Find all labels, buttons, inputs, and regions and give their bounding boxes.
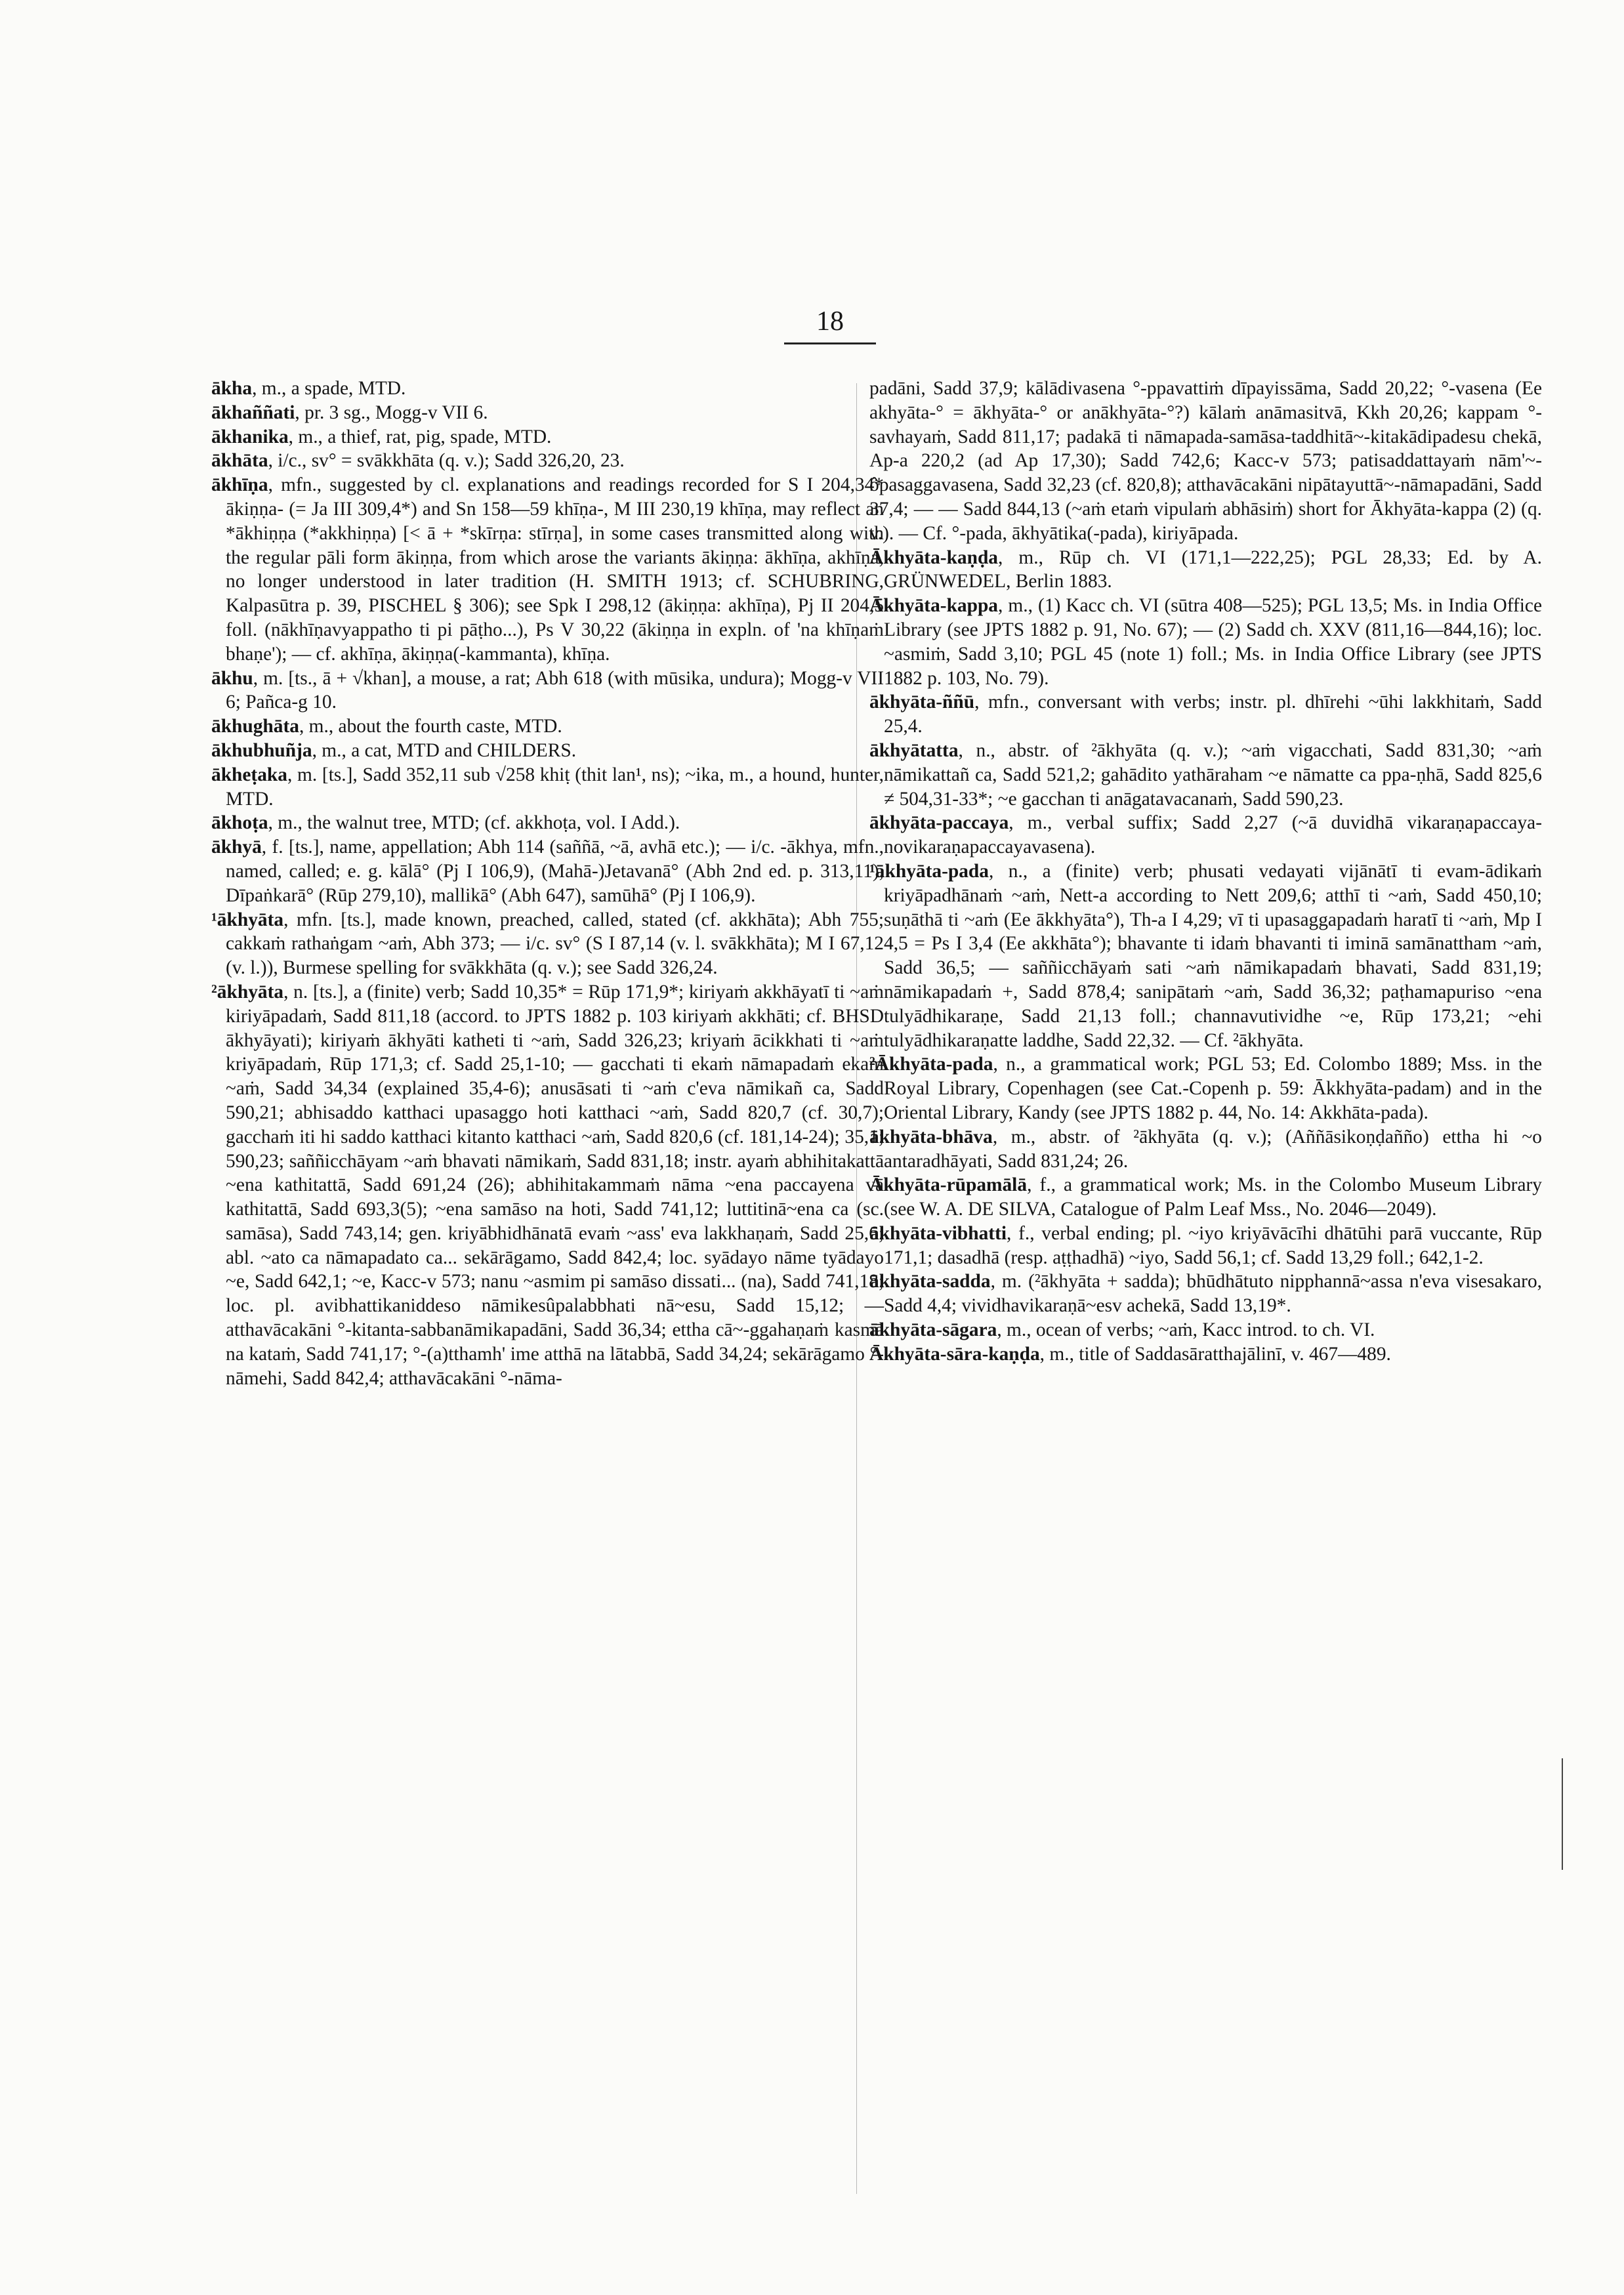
dictionary-entry — [869, 546, 1542, 594]
right-column — [869, 377, 1542, 1367]
entry-text: , m. [ts., ā + √khan], a mouse, a rat; Abh 618 (with mūsika, undura); Mogg-v VII 6; Pañca-g 10. — [226, 667, 884, 713]
entry-text: , m., about the fourth caste, MTD. — [299, 716, 562, 737]
entry-text: padāni, Sadd 37,9; kālādivasena °-ppavattiṁ dīpayissāma, Sadd 20,22; °-vasena (Ee akhyāta-° = ākhyāta-° or anākhyāta-°?) kālaṁ anāmasitvā, Kkh 20,26; kappam °-savhayaṁ, Sadd 811,17; padakā ti nāmapada-samāsa-taddhitā~-kitakādipadesu chekā, Ap-a 220,2 (ad Ap 17,30); Sadd 742,6; Kacc-v 573; patisaddattayaṁ nām'~-ôpasaggavasena, Sadd 32,23 (cf. 820,8); atthavācakāni nipātayuttā~-nāmapadāni, Sadd 37,4; — — Sadd 844,13 (~aṁ etaṁ vipulaṁ abhāsiṁ) short for Ākhyāta-kappa (2) (q. v.). — Cf. °-pada, ākhyātika(-pada), kiriyāpada. — [869, 378, 1542, 544]
entry-headword: ¹ākhyāta — [211, 909, 284, 930]
dictionary-entry — [211, 425, 884, 449]
entry-text: , mfn. [ts.], made known, preached, called, stated (cf. akkhāta); Abh 755; cakkaṁ rathaṅgam ~aṁ, Abh 373; — i/c. sv° (S I 87,14 (v. l. svākkhāta); M I 67,12 (v. l.)), Burmese spelling for svākkhāta (q. v.); see Sadd 326,24. — [226, 909, 884, 979]
entry-headword: ākhubhuñja — [211, 739, 312, 761]
dictionary-entry — [211, 449, 884, 473]
entry-text: , m., a spade, MTD. — [252, 378, 406, 399]
entry-headword: ākhaññati — [211, 402, 295, 423]
dictionary-entry — [869, 1052, 1542, 1125]
dictionary-entry — [211, 811, 884, 835]
dictionary-entry — [211, 714, 884, 739]
entry-headword: ¹ākhyāta-pada — [869, 860, 989, 882]
entry-headword: ākhyāta-vibhatti — [869, 1222, 1007, 1244]
entry-text: , m., verbal suffix; Sadd 2,27 (~ā duvidhā vikaraṇapaccaya-novikaraṇapaccayavasena). — [884, 812, 1542, 858]
entry-text: , n., abstr. of ²ākhyāta (q. v.); ~aṁ vigacchati, Sadd 831,30; ~aṁ nāmikattañ ca, Sadd 521,2; gahādito yathāraham ~e nāmatte ca ppa-ṇhā, Sadd 825,6 ≠ 504,31-33*; ~e gacchan ti anāgatavacanaṁ, Sadd 590,23. — [884, 739, 1542, 810]
dictionary-entry — [211, 739, 884, 763]
entry-headword: ²Ākhyāta-pada — [869, 1054, 993, 1075]
entry-text: , f., verbal ending; pl. ~iyo kriyāvācīhi dhātūhi parā vuccante, Rūp 171,1; dasadhā (resp. aṭṭhadhā) ~iyo, Sadd 56,1; cf. Sadd 13,29 foll.; 642,1-2. — [884, 1222, 1542, 1268]
dictionary-entry — [869, 594, 1542, 690]
dictionary-entry — [211, 667, 884, 715]
dictionary-entry — [869, 859, 1542, 1052]
entry-headword: ākhughāta — [211, 716, 299, 737]
entry-headword: Ākhyāta-rūpamālā — [869, 1174, 1028, 1196]
entry-headword: ākhyāta-ññū — [869, 692, 975, 713]
entry-text: , n., a grammatical work; PGL 53; Ed. Colombo 1889; Mss. in the Royal Library, Copenhagen (see Cat.-Copenh p. 59: Ākkhyāta-padam) and in the Oriental Library, Kandy (see JPTS 1882 p. 44, No. 14: Akkhāta-pada). — [884, 1054, 1542, 1123]
dictionary-entry — [869, 377, 1542, 546]
dictionary-entry — [869, 811, 1542, 859]
entry-headword: ākhīṇa — [211, 474, 268, 496]
entry-headword: ākhyāta-sāgara — [869, 1319, 997, 1341]
entry-text: , m. [ts.], Sadd 352,11 sub √258 khiṭ (thit lan¹, ns); ~ika, m., a hound, hunter, MTD. — [226, 764, 884, 810]
dictionary-entry — [869, 1222, 1542, 1270]
entry-headword: ākhyā — [211, 837, 262, 858]
entry-headword: ākhyātatta — [869, 739, 959, 761]
dictionary-entry — [869, 1270, 1542, 1318]
entry-text: , m., a cat, MTD and CHILDERS. — [312, 739, 577, 761]
entry-text: , m., the walnut tree, MTD; (cf. akkhoṭa, vol. I Add.). — [268, 812, 680, 834]
entry-headword: Ākhyāta-sāra-kaṇḍa — [869, 1343, 1040, 1365]
dictionary-entry — [211, 980, 884, 1391]
entry-text: , f., a grammatical work; Ms. in the Colombo Museum Library (see W. A. DE SILVA, Catalogue of Palm Leaf Mss., No. 2046—2049). — [884, 1174, 1542, 1220]
entry-headword: ākhāta — [211, 450, 268, 472]
entry-text: , m., (1) Kacc ch. VI (sūtra 408—525); PGL 13,5; Ms. in India Office Library (see JPTS 1882 p. 91, No. 67); — (2) Sadd ch. XXV (811,16—844,16); loc. ~asmiṁ, Sadd 3,10; PGL 45 (note 1) foll.; Ms. in India Office Library (see JPTS 1882 p. 103, No. 79). — [884, 595, 1542, 689]
dictionary-entry — [869, 690, 1542, 739]
entry-headword: Ākhyāta-kappa — [869, 595, 999, 617]
entry-text: , m., title of Saddasāratthajālinī, v. 467—489. — [1039, 1343, 1391, 1365]
dictionary-entry — [869, 739, 1542, 811]
entry-text: , f. [ts.], name, appellation; Abh 114 (saññā, ~ā, avhā etc.); — i/c. -ākhya, mfn., named, called; e. g. kālā° (Pj I 106,9), (Mahā-)Jetavanā° (Abh 2nd ed. p. 313,11), Dīpaṅkarā° (Rūp 279,10), mallikā° (Abh 647), samūhā° (Pj I 106,9). — [226, 837, 884, 906]
dictionary-entry — [211, 835, 884, 907]
entry-headword: ākhyāta-paccaya — [869, 812, 1009, 834]
entry-headword: ākhanika — [211, 426, 289, 447]
entry-headword: ²ākhyāta — [211, 981, 284, 1003]
dictionary-entry — [211, 763, 884, 812]
entry-text: , i/c., sv° = svākkhāta (q. v.); Sadd 326,20, 23. — [268, 450, 625, 472]
entry-headword: ākheṭaka — [211, 764, 287, 785]
left-column — [211, 377, 884, 1390]
entry-headword: Ākhyāta-kaṇḍa — [869, 547, 999, 568]
entry-text: , m. (²ākhyāta + sadda); bhūdhātuto nipphannā~assa n'eva visesakaro, Sadd 4,4; vividhavikaraṇā~esv achekā, Sadd 13,19*. — [884, 1271, 1542, 1317]
entry-text: , m., a thief, rat, pig, spade, MTD. — [288, 426, 552, 447]
dictionary-entry — [869, 1173, 1542, 1222]
entry-text: , m., Rūp ch. VI (171,1—222,25); PGL 28,33; Ed. by A. GRÜNWEDEL, Berlin 1883. — [884, 547, 1542, 592]
dictionary-entry — [869, 1342, 1542, 1367]
dictionary-entry — [211, 473, 884, 666]
entry-text: , m., ocean of verbs; ~aṁ, Kacc introd. to ch. VI. — [997, 1319, 1375, 1341]
dictionary-entry — [211, 401, 884, 425]
entry-text: , mfn., suggested by cl. explanations and readings recorded for S I 204,34* ākiṇṇa- (= Ja III 309,4*) and Sn 158—59 khīṇa-, M III 230,19 khīṇa, may reflect an *ākhiṇṇa (*akkhiṇṇa) [< ā + *skīrṇa: stīrṇa], in some cases transmitted along with the regular pāli form ākiṇṇa, from which arose the variants ākiṇṇa: ākhīṇa, akhīṇa, no longer understood in later tradition (H. SMITH 1913; cf. SCHUBRING, Kalpasūtra p. 39, PISCHEL § 306); see Spk I 298,12 (ākiṇṇa: akhīṇa), Pj II 204,5 foll. (nākhīṇavyappatho ti pi pāṭho...), Ps V 30,22 (ākiṇṇa in expln. of 'na khīṇaṁ bhaṇe'); — cf. akhīṇa, ākiṇṇa(-kammanta), khīṇa. — [226, 474, 884, 665]
entry-text: , n., a (finite) verb; phusati vedayati vijānātī ti evam-ādikaṁ kriyāpadhānaṁ ~aṁ, Nett-a according to Nett 209,6; atthī ti ~aṁ, Sadd 450,10; suṇāthā ti ~aṁ (Ee ākkhyāta°), Th-a I 4,29; vī ti upasaggapadaṁ haratī ti ~aṁ, Mp I 4,5 = Ps I 3,4 (Ee akkhāta°); bhavante ti idaṁ bhavanti ti iminā samānattham ~aṁ, Sadd 36,5; — saññicchāyaṁ sati ~aṁ nāmikapadaṁ bhavati, Sadd 831,19; nāmikapadaṁ +, Sadd 878,4; sanipātaṁ ~aṁ, Sadd 36,32; paṭhamapuriso ~ena tulyādhikaraṇe, Sadd 21,13 foll.; channavutividhe ~e, Rūp 173,21; ~ehi tulyādhikaraṇatte laddhe, Sadd 22,32. — Cf. ²ākhyāta. — [884, 860, 1542, 1051]
dictionary-entry — [869, 1318, 1542, 1342]
dictionary-entry — [211, 908, 884, 980]
dictionary-entry — [869, 1125, 1542, 1174]
entry-text: , mfn., conversant with verbs; instr. pl. dhīrehi ~ūhi lakkhitaṁ, Sadd 25,4. — [884, 692, 1542, 737]
margin-mark — [1562, 1758, 1563, 1870]
entry-headword: ākhu — [211, 667, 253, 689]
entry-headword: ākhyāta-sadda — [869, 1271, 991, 1292]
dictionary-entry — [211, 377, 884, 401]
entry-text: , n. [ts.], a (finite) verb; Sadd 10,35* = Rūp 171,9*; kiriyaṁ akkhāyatī ti ~aṁ kiriyāpadaṁ, Sadd 811,18 (accord. to JPTS 1882 p. 103 kiriyaṁ akkhāti; cf. BHSD ākhyāyati); kiriyaṁ ākhyāti katheti ti ~aṁ, Sadd 326,23; kriyaṁ ācikkhati ti ~aṁ kriyāpadaṁ, Rūp 171,3; cf. Sadd 25,1-10; — gacchati ti ekaṁ nāmapadaṁ ekam ~aṁ, Sadd 34,34 (explained 35,4-6); anusāsati ti ~aṁ c'eva nāmikañ ca, Sadd 590,21; abhisaddo katthaci upasaggo hoti katthaci ~aṁ, Sadd 820,7 (cf. 30,7); gacchaṁ iti hi saddo katthaci kitanto katthaci ~aṁ, Sadd 820,6 (cf. 181,14-24); 35,1; 590,23; saññicchāyam ~aṁ bhavati nāmikaṁ, Sadd 831,18; instr. ayaṁ abhihitakattā ~ena kathitattā, Sadd 691,24 (26); abhihitakammaṁ nāma ~ena paccayena vā kathitattā, Sadd 693,3(5); ~ena samāso na hoti, Sadd 741,12; luttitinā~ena ca (sc. samāsa), Sadd 743,14; gen. kriyābhidhānatā evaṁ ~ass' eva lakkhaṇaṁ, Sadd 25,6; abl. ~ato ca nāmapadato ca... sekārāgamo, Sadd 842,4; loc. syādayo nāme tyādayo ~e, Sadd 642,1; ~e, Kacc-v 573; nanu ~asmim pi samāso dissati... (na), Sadd 741,18; loc. pl. avibhattikaniddeso nāmikesûpalabbhati nā~esu, Sadd 15,12; — atthavācakāni °-kitanta-sabbanāmikapadāni, Sadd 36,34; ettha cā~-ggahaṇaṁ kasmā na kataṁ, Sadd 741,17; °-(a)tthamh' ime atthā na lātabbā, Sadd 34,24; sekārāgamo °-nāmehi, Sadd 842,4; atthavācakāni °-nāma- — [226, 981, 884, 1389]
entry-headword: ākhoṭa — [211, 812, 268, 834]
entry-text: , pr. 3 sg., Mogg-v VII 6. — [295, 402, 488, 423]
page-number-rule — [784, 342, 876, 344]
page-number: 18 — [816, 306, 844, 337]
entry-headword: ākha — [211, 378, 253, 399]
entry-headword: ākhyāta-bhāva — [869, 1126, 993, 1148]
entry-text: , m., abstr. of ²ākhyāta (q. v.); (Aññāsikoṇḍañño) ettha hi ~o antaradhāyati, Sadd 831,24; 26. — [884, 1126, 1542, 1172]
